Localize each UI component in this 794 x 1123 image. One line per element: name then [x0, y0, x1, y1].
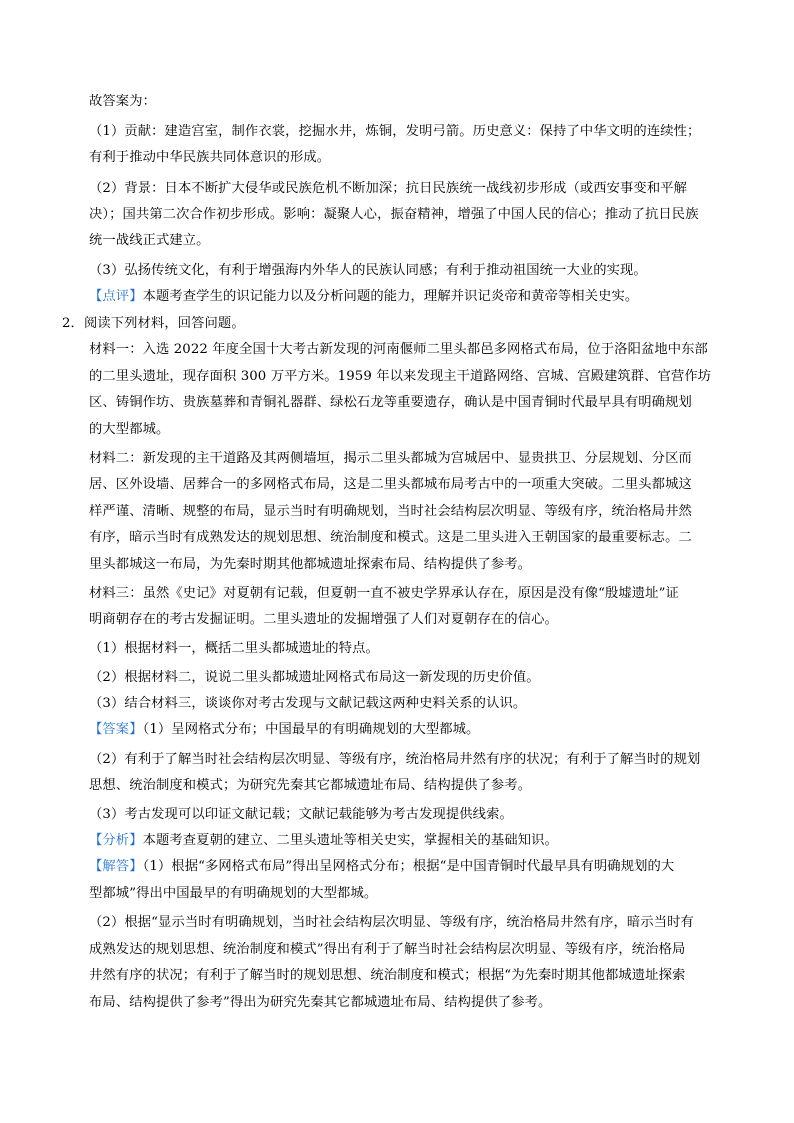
- solution-2-line-1: （2）根据“显示当时有明确规划，当时社会结构层次明显、等级有序，统治格局井然有序，暗示当时有: [89, 915, 694, 930]
- question-number: 2．: [62, 316, 84, 331]
- material-2-line-1: 材料二：新发现的主干道路及其两侧墙垣，揭示二里头都城为宫城居中、显贵拱卫、分层规划、分区而: [89, 451, 692, 466]
- solution-1-line-1: （1）根据“多网格式布局”得出呈网格式分布；根据“是中国青铜时代最早具有明确规划的大: [142, 859, 675, 874]
- material-1-line-3: 区、铸铜作坊、贵族墓葬和青铜礼器群、绿松石龙等重要遗存，确认是中国青铜时代最早具有明确规划: [89, 395, 692, 410]
- material-2-line-5: 里头都城这一布局，为先秦时期其他都城遗址探索布局、结构提供了参考。: [89, 557, 532, 572]
- material-1-line-4: 的大型都城。: [89, 422, 170, 437]
- solution-line-1: [89, 858, 729, 876]
- material-2-line-2: 居、区外设墙、居葬合一的多网格式布局，这是二里头都城布局考古中的一项重大突破。二里头都城这: [89, 477, 692, 492]
- q1-answer-2-line-2: 决）；国共第二次合作初步形成。影响：凝聚人心，振奋精神，增强了中国人民的信心；推动了抗日民族: [89, 207, 699, 222]
- sub-question-1: （1）根据材料一，概括二里头都城遗址的特点。: [89, 641, 379, 656]
- solution-2-line-3: 井然有序的状况；有利于了解当时的规划思想、统治制度和模式；根据“为先秦时期其他都城遗址探索: [89, 968, 686, 983]
- material-2-line-3: 样严谨、清晰、规整的布局，显示当时有明确规划，当时社会结构层次明显、等级有序，统治格局井然: [89, 504, 692, 519]
- question-prompt: 阅读下列材料，回答问题。: [83, 316, 245, 331]
- sub-question-2: （2）根据材料二，说说二里头都城遗址网格式布局这一新发现的历史价值。: [89, 670, 540, 685]
- answer-2-line-2: 思想、统治制度和模式；为研究先秦其它都城遗址布局、结构提供了参考。: [89, 778, 532, 793]
- comment-tag: 【点评】: [89, 289, 143, 304]
- comment-text: 本题考查学生的识记能力以及分析问题的能力，理解并识记炎帝和黄帝等相关史实。: [142, 289, 639, 304]
- answer-1-text: （1）呈网格式分布；中国最早的有明确规划的大型都城。: [142, 722, 480, 737]
- analysis-text: 本题考查夏朝的建立、二里头遗址等相关史实，掌握相关的基础知识。: [142, 833, 558, 848]
- material-1-line-2: 的二里头遗址，现存面积 300 万平方米。1959 年以来发现主干道路网络、宫城、宫殿建筑群、官营作坊: [89, 369, 712, 384]
- material-3-line-1: 材料三：虽然《史记》对夏朝有记载，但夏朝一直不被史学界承认存在，原因是没有像“殷墟遗址”证: [89, 586, 679, 601]
- answer-tag: 【答案】: [89, 722, 143, 737]
- answer-line-1: [89, 721, 729, 739]
- analysis-line: [89, 832, 729, 850]
- material-2-line-4: 有序，暗示当时有成熟发达的规划思想、统治制度和模式。这是二里头进入王朝国家的最重要标志。二: [89, 530, 692, 545]
- q1-answer-2-line-1: （2）背景：日本不断扩大侵华或民族危机不断加深；抗日民族统一战线初步形成（或西安事变和平解: [89, 181, 688, 196]
- q1-answer-1-line-1: （1）贡献：建造宫室，制作衣裳，挖掘水井，炼铜，发明弓箭。历史意义：保持了中华文明的连续性；: [89, 124, 701, 139]
- q1-answer-3-line-1: （3）弘扬传统文化，有利于增强海内外华人的民族认同感；有利于推动祖国统一大业的实现。: [89, 263, 647, 278]
- analysis-tag: 【分析】: [89, 833, 143, 848]
- material-1-line-1: 材料一：入选 2022 年度全国十大考古新发现的河南偃师二里头都邑多网格式布局，位于洛阳盆地中东部: [89, 342, 708, 357]
- answer-intro: 故答案为：: [89, 94, 156, 109]
- question-2-header: [62, 315, 702, 333]
- solution-2-line-4: 布局、结构提供了参考”得出为研究先秦其它都城遗址布局、结构提供了参考。: [89, 995, 552, 1010]
- solution-1-line-2: 型都城”得出中国最早的有明确规划的大型都城。: [89, 886, 378, 901]
- material-3-line-2: 明商朝存在的考古发掘证明。二里头遗址的发掘增强了人们对夏朝存在的信心。: [89, 612, 558, 627]
- q1-answer-2-line-3: 统一战线正式建立。: [89, 233, 210, 248]
- answer-2-line-1: （2）有利于了解当时社会结构层次明显、等级有序，统治格局井然有序的状况；有利于了解当时的规划: [89, 752, 701, 767]
- answer-3: （3）考古发现可以印证文献记载；文献记载能够为考古发现提供线索。: [89, 807, 513, 822]
- q1-comment: [89, 288, 729, 306]
- solution-2-line-2: 成熟发达的规划思想、统治制度和模式”得出有利于了解当时社会结构层次明显、等级有序，统治格局: [89, 942, 686, 957]
- solution-tag: 【解答】: [89, 859, 143, 874]
- q1-answer-1-line-2: 有利于推动中华民族共同体意识的形成。: [89, 150, 331, 165]
- sub-question-3: （3）结合材料三，谈谈你对考古发现与文献记载这两种史料关系的认识。: [89, 696, 527, 711]
